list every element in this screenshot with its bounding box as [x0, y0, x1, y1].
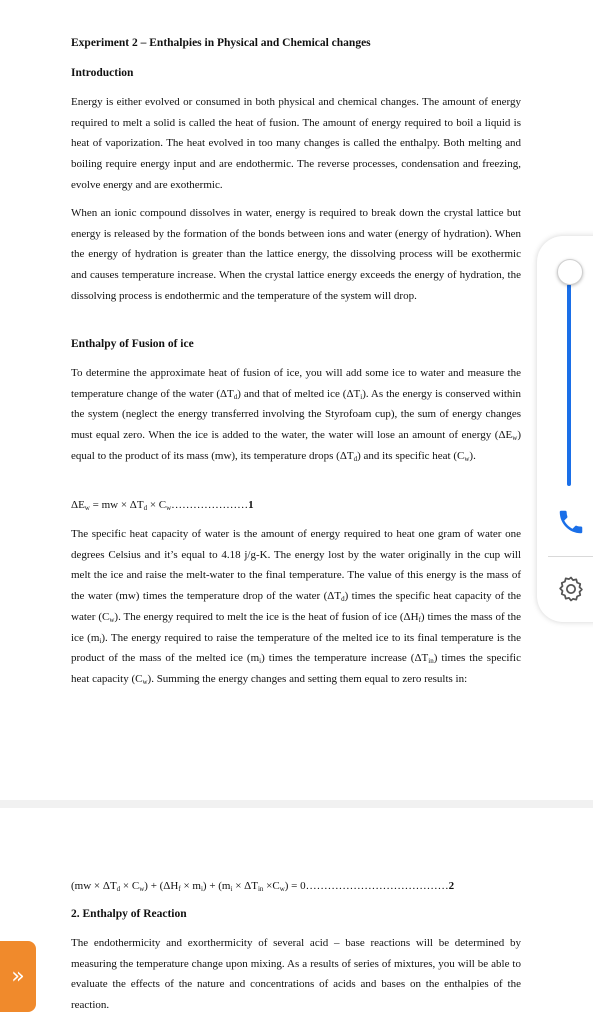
side-control-panel: [537, 236, 593, 622]
document-title: Experiment 2 – Enthalpies in Physical and Chemical changes: [71, 37, 371, 49]
equation-1: $\Delta E_w$ = mw × $\Delta T_d$ × $C_w\dots\dots\dots\dots\dots\dots\dots 1$: [71, 499, 254, 512]
gear-icon[interactable]: [556, 574, 586, 604]
intro-paragraph-1: Energy is either evolved or consumed in both physical and chemical changes. The amount of energy required to melt a solid is called the heat of fusion. The amount of energy required to boil a liquid is heat of vaporization. The heat evolved in too many changes is called the enthalpy. Both melting and boiling require energy input and are endothermic. The reverse processes, condensation and freezing, evolve energy and are exothermic.: [71, 96, 521, 191]
brightness-slider-track[interactable]: [567, 284, 571, 486]
introduction-heading: Introduction: [71, 67, 134, 79]
document-page-2: [0, 808, 593, 1024]
side-panel-divider: [548, 556, 593, 557]
brightness-slider-handle[interactable]: [557, 259, 583, 285]
fusion-heading: Enthalpy of Fusion of ice: [71, 338, 194, 350]
double-chevron-right-icon: »: [11, 964, 25, 989]
phone-icon[interactable]: [556, 507, 586, 537]
intro-paragraph-2: When an ionic compound dissolves in water, energy is required to break down the crystal lattice but energy is released by the formation of the bonds between ions and water (energy of hydration). When the energy of hydration is greater than the lattice energy, the dissolving process will be exothermic and causes temperature increase. When the crystal lattice energy exceeds the energy of hydration, the dissolving process is endothermic and the temperature of the system will drop.: [71, 207, 521, 302]
reaction-heading: 2. Enthalpy of Reaction: [71, 908, 187, 920]
fusion-paragraph-1: To determine the approximate heat of fusion of ice, you will add some ice to water and measure the temperature change of the water $(\Delta T_d)$ and that of melted ice $(\Delta T_i)$. As the energy is conserved within the system (neglect the energy transferred involving the Styrofoam cup), the sum of energy changes must equal zero. When the ice is added to the water, the water will lose an amount of energy $(\Delta E_w)$ equal to the product of its mass (mw), its temperature drops $(\Delta T_d)$ and its specific heat $(C_w)$.: [71, 367, 521, 463]
expand-toolbar-button[interactable]: [0, 941, 36, 1012]
equation-2: $(mw \times \Delta T_d \times C_w) + (\Delta H_f \times m_i) + (m_i \times \Delta T_{in} \times C_w)$ = 0…………………………………2: [71, 880, 455, 893]
reaction-paragraph-1: The endothermicity and exorthermicity of several acid – base reactions will be determined by measuring the temperature change upon mixing. As a results of series of mixtures, you will be able to evaluate the effects of the nature and concentrations of acids and bases on the enthalpies of the reaction.: [71, 937, 521, 1012]
fusion-paragraph-2: The specific heat capacity of water is the amount of energy required to heat one gram of water one degrees Celsius and it’s equal to 4.18 j/g-K. The energy lost by the water originally in the cup will melt the ice and raise the melt-water to the final temperature. The value of this energy is the mass of the water (mw) times the temperature drop of the water $(\Delta T_d)$ times the specific heat capacity of the water $(C_w)$. The energy required to melt the ice is the heat of fusion of ice $(\Delta H_f)$ times the mass of the ice $(m_i)$. The energy required to raise the temperature of the melted ice to its final temperature is the product of the mass of the melted ice $(m_i)$ times the temperature increase $(\Delta T_{in})$ times the specific heat capacity $(C_w)$. Summing the energy changes and setting them equal to zero results in:: [71, 528, 522, 686]
